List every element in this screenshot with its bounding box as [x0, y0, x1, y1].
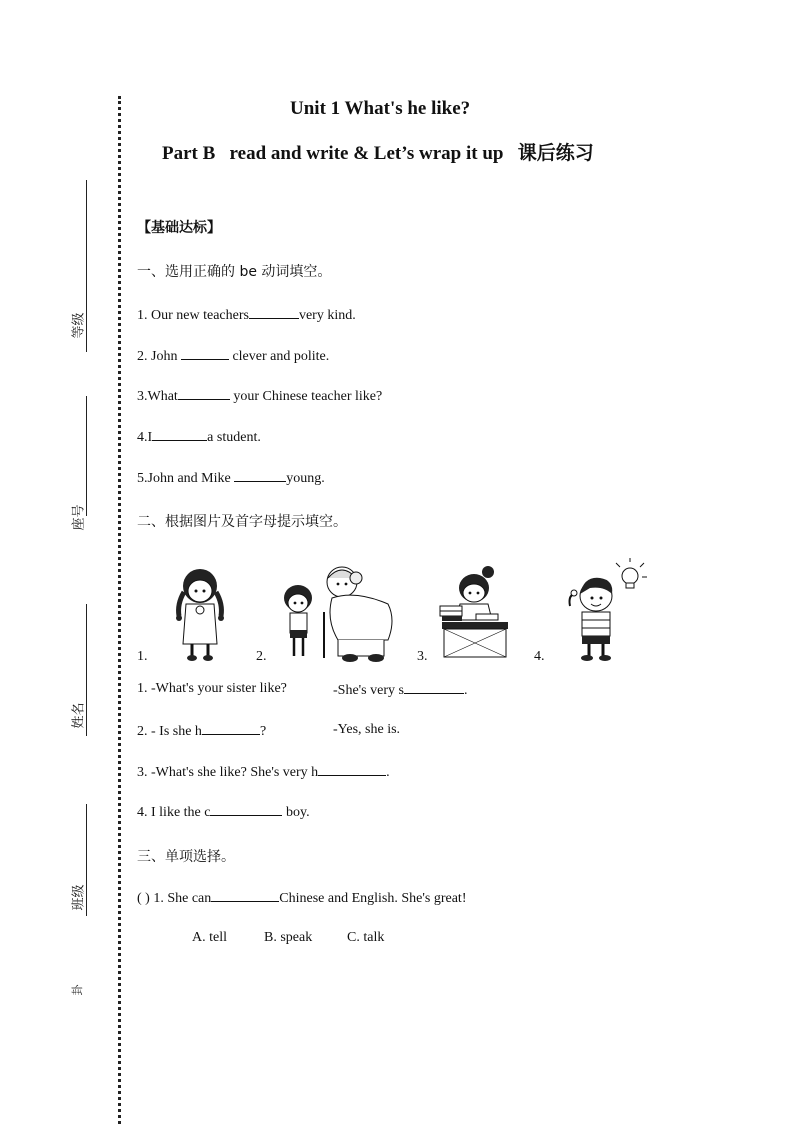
s3-option-c: C. talk [347, 930, 385, 945]
s1-item-2: 2. John clever and polite. [137, 349, 330, 364]
s2-item-1-answer: -She's very s . [333, 683, 468, 698]
margin-label-name: 姓名 [71, 702, 87, 729]
answer-blank[interactable] [210, 803, 282, 816]
subtitle-topic: read and write & Let’s wrap it up [229, 143, 504, 164]
picture-number-2: 2. [256, 649, 267, 664]
clever-boy-illustration [560, 560, 650, 664]
answer-blank[interactable] [181, 347, 229, 360]
shy-girl-illustration [165, 564, 235, 664]
margin-line-seat [86, 396, 87, 516]
section1-heading: 一、选用正确的 be 动词填空。 [137, 264, 332, 280]
studious-girl-illustration [436, 562, 512, 662]
answer-blank[interactable] [318, 763, 386, 776]
subtitle-cn: 课后练习 [517, 142, 594, 164]
page-subtitle [162, 138, 594, 165]
helpful-girl-illustration [276, 560, 402, 664]
section2-heading: 二、根据图片及首字母提示填空。 [137, 514, 347, 530]
s3-question-1: ( ) 1. She can Chinese and English. She's great! [137, 891, 467, 906]
section-header: 【基础达标】 [137, 220, 221, 236]
s1-item-3: 3.What your Chinese teacher like? [137, 389, 383, 404]
s1-item-5: 5.John and Mike young. [137, 471, 325, 486]
margin-label-extra: 卦 [71, 984, 84, 996]
answer-blank[interactable] [234, 469, 286, 482]
s1-item-4: 4.I a student. [137, 430, 261, 445]
s2-item-4: 4. I like the c boy. [137, 805, 310, 820]
answer-blank[interactable] [404, 681, 464, 694]
section3-heading: 三、单项选择。 [137, 849, 235, 865]
s2-item-2: 2. - Is she h ? [137, 724, 267, 739]
picture-number-3: 3. [417, 649, 428, 664]
binding-dotted-line [118, 96, 121, 1124]
picture-number-4: 4. [534, 649, 545, 664]
s2-item-3: 3. -What's she like? She's very h . [137, 765, 390, 780]
s3-option-b: B. speak [264, 930, 313, 945]
subtitle-part: Part B [162, 143, 216, 164]
answer-blank[interactable] [202, 722, 260, 735]
s3-option-a: A. tell [192, 930, 227, 945]
s1-item-1: 1. Our new teachers very kind. [137, 308, 356, 323]
answer-blank[interactable] [178, 387, 230, 400]
s2-item-2-answer: -Yes, she is. [333, 722, 401, 737]
margin-label-grade: 等级 [71, 312, 87, 339]
answer-blank[interactable] [211, 889, 279, 902]
s2-item-1: 1. -What's your sister like? [137, 681, 287, 696]
margin-label-seat: 座号 [71, 504, 87, 531]
answer-blank[interactable] [249, 306, 299, 319]
margin-label-class: 班级 [71, 884, 87, 911]
page-title: Unit 1 What's he like? [290, 98, 471, 119]
picture-number-1: 1. [137, 649, 148, 664]
answer-blank[interactable] [152, 428, 207, 441]
answer-paren[interactable]: ( ) [137, 891, 150, 906]
